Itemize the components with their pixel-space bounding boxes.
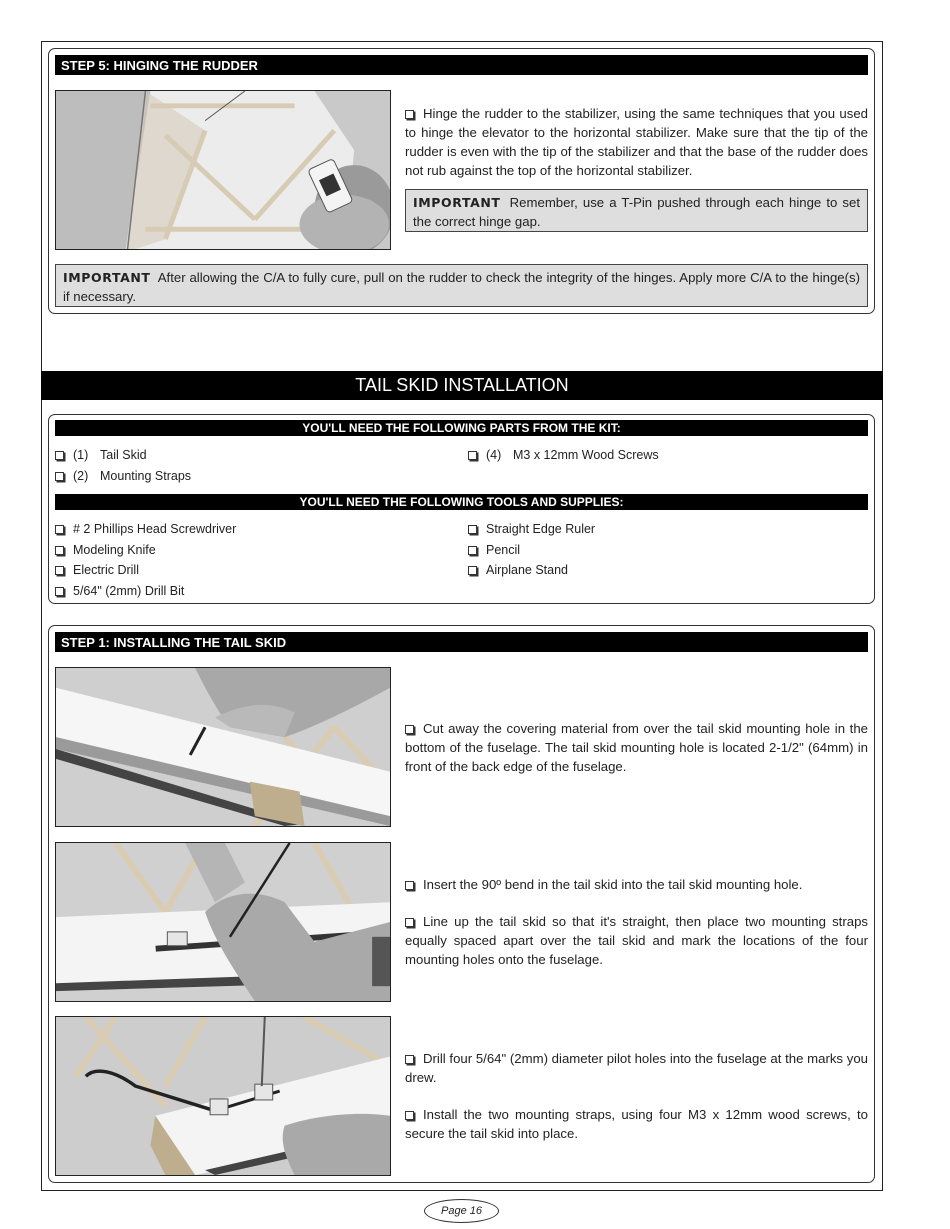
list-item: Straight Edge Ruler — [468, 519, 595, 540]
tail-skid-screws-photo — [55, 1016, 391, 1176]
checkbox-icon[interactable] — [468, 525, 477, 534]
checkbox-icon[interactable] — [405, 918, 414, 927]
list-item: (4) M3 x 12mm Wood Screws — [468, 445, 659, 466]
step5-instruction — [405, 104, 868, 180]
list-item: (2) Mounting Straps — [55, 466, 191, 487]
section-title: TAIL SKID INSTALLATION — [41, 371, 883, 400]
tools-list-right — [468, 519, 595, 581]
parts-list-right — [468, 445, 659, 466]
checkbox-icon[interactable] — [405, 1111, 414, 1120]
tail-skid-straps-photo — [55, 842, 391, 1002]
important-text: After allowing the C/A to fully cure, pull on the rudder to check the integrity of the hinges. Apply more C/A to the hinge(s) if necessary. — [63, 270, 861, 304]
step1-instruction-1: Cut away the covering material from over the tail skid mounting hole in the bottom of the fuselage. The tail skid mounting hole is located 2-1/2" (64mm) in front of the back edge of the fuselage. — [405, 721, 868, 774]
list-item: Electric Drill — [55, 560, 236, 581]
list-item: Pencil — [468, 540, 595, 561]
list-item: 5/64" (2mm) Drill Bit — [55, 581, 236, 602]
checkbox-icon[interactable] — [405, 110, 414, 119]
important-label: IMPORTANT — [413, 195, 501, 210]
checkbox-icon[interactable] — [55, 525, 64, 534]
tools-list-left — [55, 519, 236, 601]
checkbox-icon[interactable] — [405, 881, 414, 890]
step5-important-note — [405, 189, 868, 232]
list-item: Modeling Knife — [55, 540, 236, 561]
checkbox-icon[interactable] — [468, 546, 477, 555]
important-label: IMPORTANT — [63, 270, 151, 285]
step5-title: STEP 5: HINGING THE RUDDER — [55, 55, 868, 75]
tail-skid-hole-photo — [55, 667, 391, 827]
list-item: # 2 Phillips Head Screwdriver — [55, 519, 236, 540]
checkbox-icon[interactable] — [55, 546, 64, 555]
checkbox-icon[interactable] — [55, 587, 64, 596]
step1-instruction-2: Insert the 90º bend in the tail skid into the tail skid mounting hole. Line up the tail skid so that it's straight, then place two mounting straps equally spaced apart over the tail skid and mark the locations of the four mounting holes onto the fuselage. — [405, 877, 868, 967]
checkbox-icon[interactable] — [468, 566, 477, 575]
list-item: Airplane Stand — [468, 560, 595, 581]
checkbox-icon[interactable] — [468, 451, 477, 460]
important-text: Remember, use a T-Pin pushed through each hinge to set the correct hinge gap. — [413, 195, 860, 229]
rudder-hinge-photo — [55, 90, 391, 250]
step5-important-note-2 — [55, 264, 868, 307]
checkbox-icon[interactable] — [55, 451, 64, 460]
page-number: Page 16 — [424, 1199, 499, 1223]
tools-header: YOU'LL NEED THE FOLLOWING TOOLS AND SUPPLIES: — [55, 494, 868, 510]
step1-instruction-3: Drill four 5/64" (2mm) diameter pilot holes into the fuselage at the marks you drew. Install the two mounting straps, using four M3 x 12mm wood screws, to secure the tail skid into place. — [405, 1051, 868, 1141]
checkbox-icon[interactable] — [55, 472, 64, 481]
parts-list-left — [55, 445, 191, 486]
step1-title: STEP 1: INSTALLING THE TAIL SKID — [55, 632, 868, 652]
parts-header: YOU'LL NEED THE FOLLOWING PARTS FROM THE KIT: — [55, 420, 868, 436]
checkbox-icon[interactable] — [405, 1055, 414, 1064]
checkbox-icon[interactable] — [55, 566, 64, 575]
checkbox-icon[interactable] — [405, 725, 414, 734]
list-item: (1) Tail Skid — [55, 445, 191, 466]
step5-instruction-text: Hinge the rudder to the stabilizer, using the same techniques that you used to hinge the elevator to the horizontal stabilizer. Make sure that the tip of the rudder is even with the tip of the stabilizer and that the base of the rudder does not rub against the top of the horizontal stabilizer. — [405, 106, 868, 178]
